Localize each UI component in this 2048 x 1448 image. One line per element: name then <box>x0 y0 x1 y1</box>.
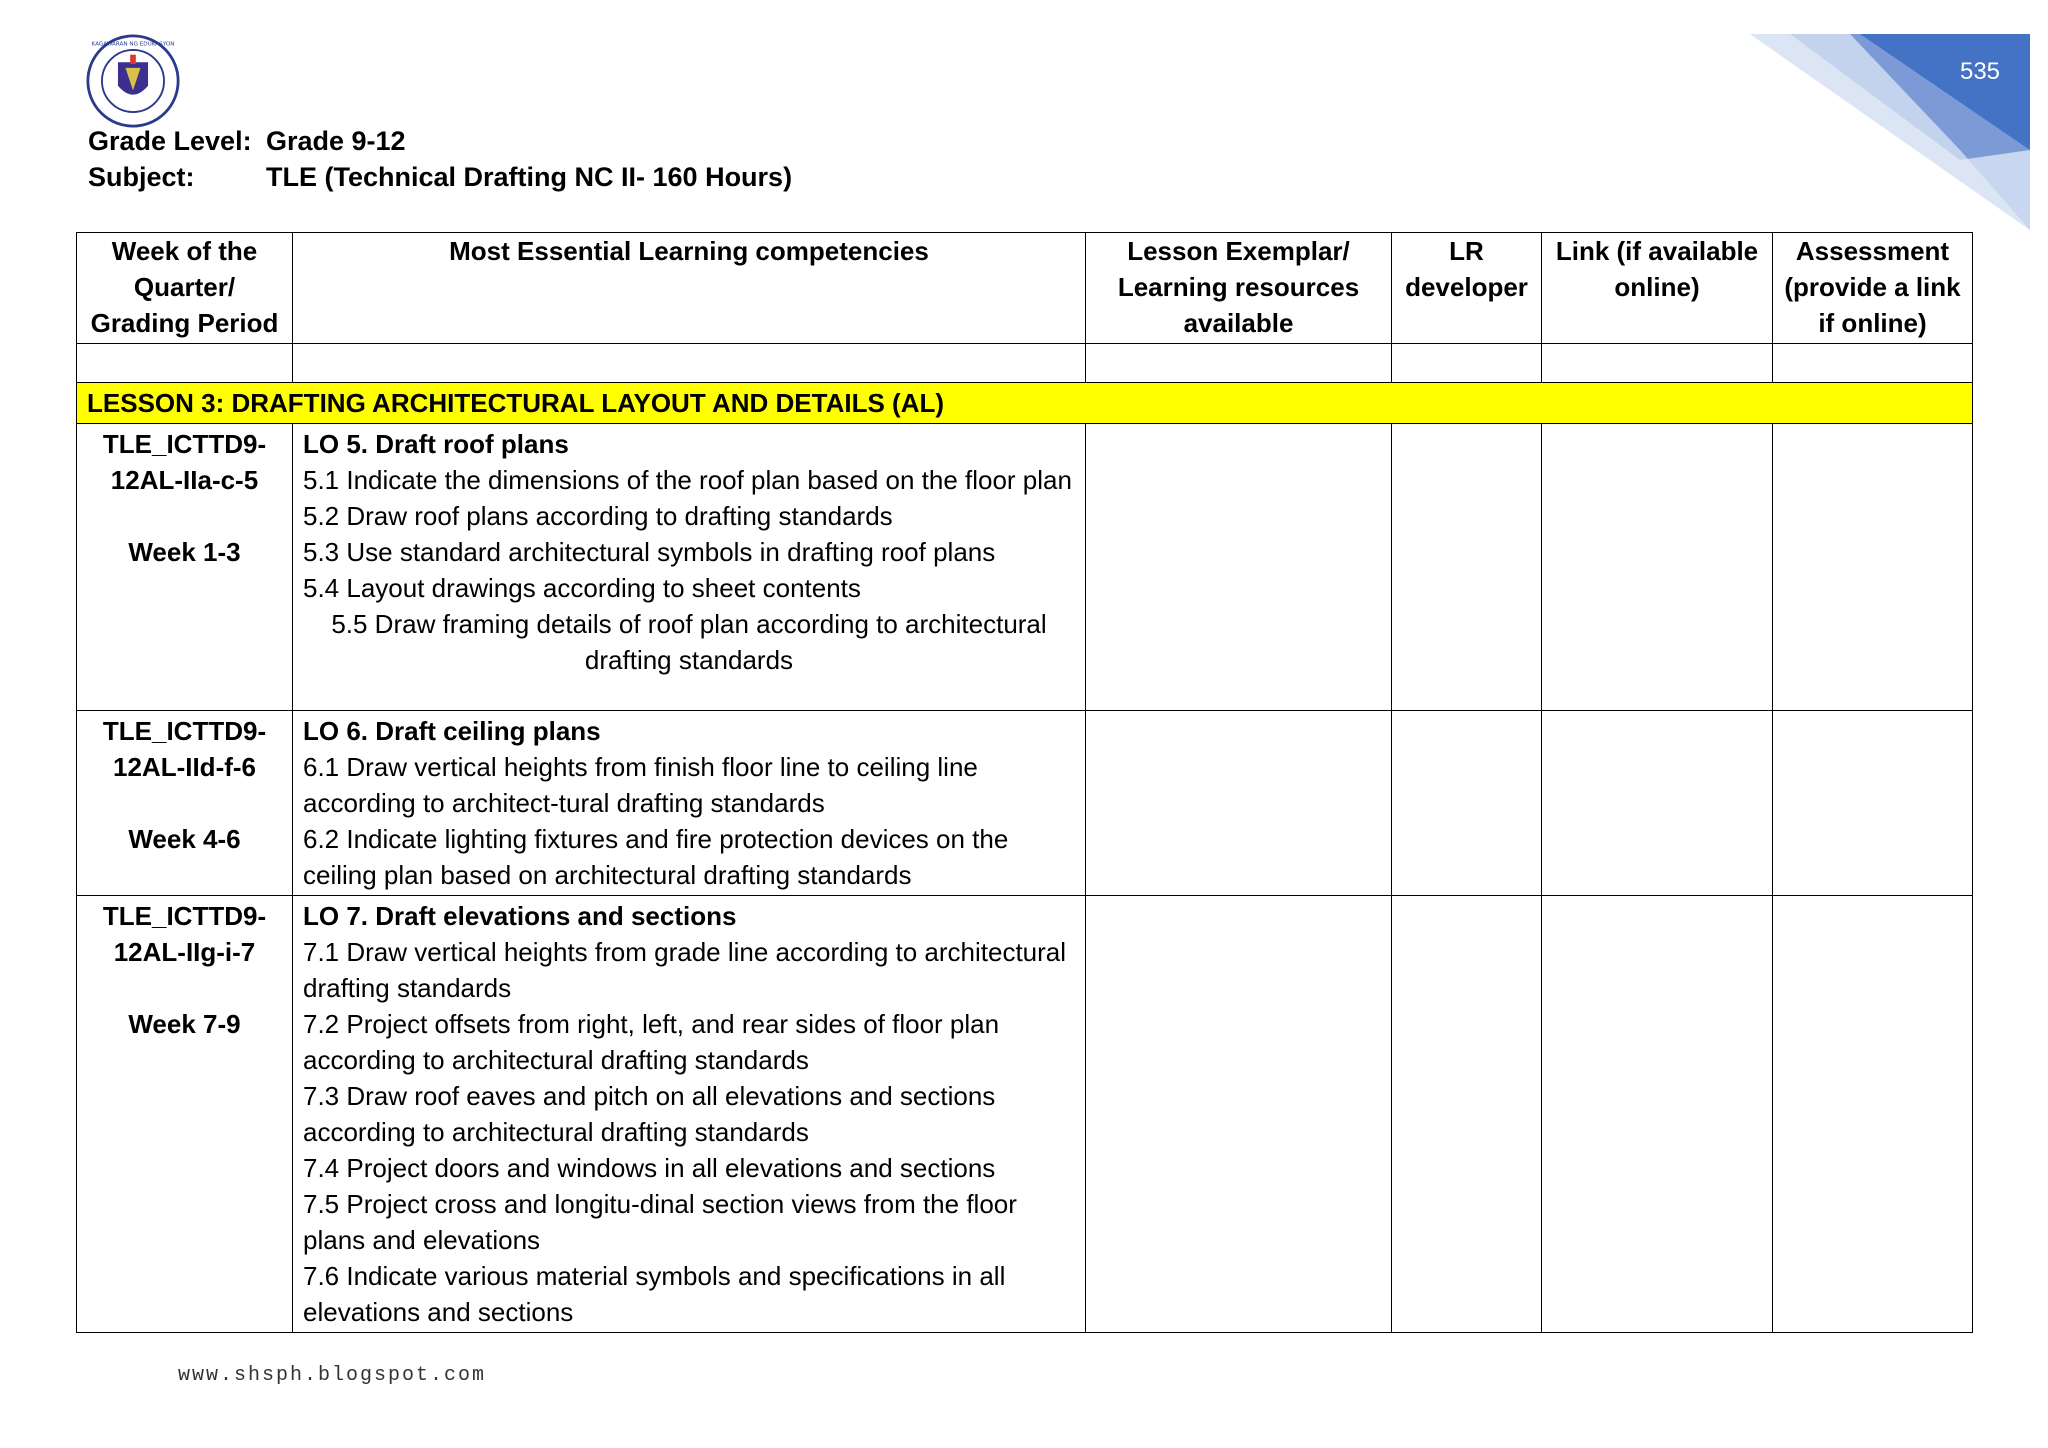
list-item: 7.6 Indicate various material symbols and specifications in all elevations and sections <box>303 1261 1006 1327</box>
competency-cell <box>293 711 1086 896</box>
empty-cell <box>1086 896 1392 1333</box>
curriculum-table <box>76 232 1973 1333</box>
list-item: drafting standards <box>584 645 794 675</box>
blank-cell <box>77 344 293 383</box>
empty-cell <box>1542 896 1773 1333</box>
empty-cell <box>1086 424 1392 711</box>
code-cell <box>77 424 293 711</box>
empty-cell <box>1542 711 1773 896</box>
empty-cell <box>1392 896 1542 1333</box>
header-assessment: Assessment (provide a link if online) <box>1773 233 1973 344</box>
list-item: 7.3 Draw roof eaves and pitch on all elevations and sections according to architectural drafting standards <box>303 1081 996 1147</box>
table-header-row <box>77 233 1973 344</box>
list-item: 5.4 Layout drawings according to sheet contents <box>303 573 861 603</box>
list-item: 5.3 Use standard architectural symbols in drafting roof plans <box>303 537 996 567</box>
competency-code: 12AL-IId-f-6 <box>113 752 256 782</box>
empty-cell <box>1542 424 1773 711</box>
lo-title: LO 7. Draft elevations and sections <box>303 901 737 931</box>
lesson-title: LESSON 3: DRAFTING ARCHITECTURAL LAYOUT AND DETAILS (AL) <box>77 383 1973 424</box>
header-lesson-exemplar: Lesson Exemplar/ Learning resources available <box>1086 233 1392 344</box>
lesson-title-row <box>77 383 1973 424</box>
page-number: 535 <box>1959 58 2001 85</box>
list-item: 6.1 Draw vertical heights from finish floor line to ceiling line according to architect-tural drafting standards <box>303 752 978 818</box>
list-item: 5.1 Indicate the dimensions of the roof plan based on the floor plan <box>303 465 1072 495</box>
subject-label: Subject: <box>88 162 195 192</box>
empty-cell <box>1392 711 1542 896</box>
table-row <box>77 424 1973 711</box>
list-item: 5.5 Draw framing details of roof plan according to architectural <box>331 609 1047 639</box>
blank-cell <box>1392 344 1542 383</box>
table-row <box>77 896 1973 1333</box>
subject-value: TLE (Technical Drafting NC II- 160 Hours) <box>266 162 793 192</box>
list-item: 6.2 Indicate lighting fixtures and fire protection devices on the ceiling plan based on architectural drafting standards <box>303 824 1009 890</box>
list-item: 7.5 Project cross and longitu-dinal section views from the floor plans and elevations <box>303 1189 1017 1255</box>
empty-cell <box>1773 896 1973 1333</box>
competency-code: 12AL-IIg-i-7 <box>113 937 256 967</box>
competency-code: 12AL-IIa-c-5 <box>110 465 259 495</box>
empty-cell <box>1086 711 1392 896</box>
blank-row <box>77 344 1973 383</box>
grade-level-value: Grade 9-12 <box>266 126 406 156</box>
header-week: Week of the Quarter/ Grading Period <box>77 233 293 344</box>
blank-cell <box>1773 344 1973 383</box>
blank-cell <box>1086 344 1392 383</box>
competency-code: TLE_ICTTD9- <box>102 901 267 931</box>
list-item: 7.4 Project doors and windows in all elevations and sections <box>303 1153 996 1183</box>
week-label: Week 4-6 <box>128 824 241 854</box>
grade-level-label: Grade Level: <box>88 126 252 156</box>
competency-code: TLE_ICTTD9- <box>102 429 267 459</box>
header-lr-developer: LR developer <box>1392 233 1542 344</box>
empty-cell <box>1392 424 1542 711</box>
blank-cell <box>293 344 1086 383</box>
list-item: 7.1 Draw vertical heights from grade line according to architectural drafting standards <box>303 937 1067 1003</box>
list-item: 7.2 Project offsets from right, left, and rear sides of floor plan according to architectural drafting standards <box>303 1009 1000 1075</box>
lo-title: LO 5. Draft roof plans <box>303 429 569 459</box>
week-label: Week 1-3 <box>128 537 241 567</box>
competency-code: TLE_ICTTD9- <box>102 716 267 746</box>
competency-cell <box>293 424 1086 711</box>
code-cell <box>77 896 293 1333</box>
code-cell <box>77 711 293 896</box>
footer-url[interactable]: www.shsph.blogspot.com <box>178 1364 487 1387</box>
header-competencies: Most Essential Learning competencies <box>293 233 1086 344</box>
svg-text:KAGAWARAN NG EDUKASYON: KAGAWARAN NG EDUKASYON <box>91 41 175 48</box>
header-link: Link (if available online) <box>1542 233 1773 344</box>
competency-cell <box>293 896 1086 1333</box>
lo-title: LO 6. Draft ceiling plans <box>303 716 601 746</box>
empty-cell <box>1773 424 1973 711</box>
blank-cell <box>1542 344 1773 383</box>
empty-cell <box>1773 711 1973 896</box>
list-item: 5.2 Draw roof plans according to drafting standards <box>303 501 893 531</box>
table-row <box>77 711 1973 896</box>
week-label: Week 7-9 <box>128 1009 241 1039</box>
deped-seal-icon <box>86 34 180 128</box>
